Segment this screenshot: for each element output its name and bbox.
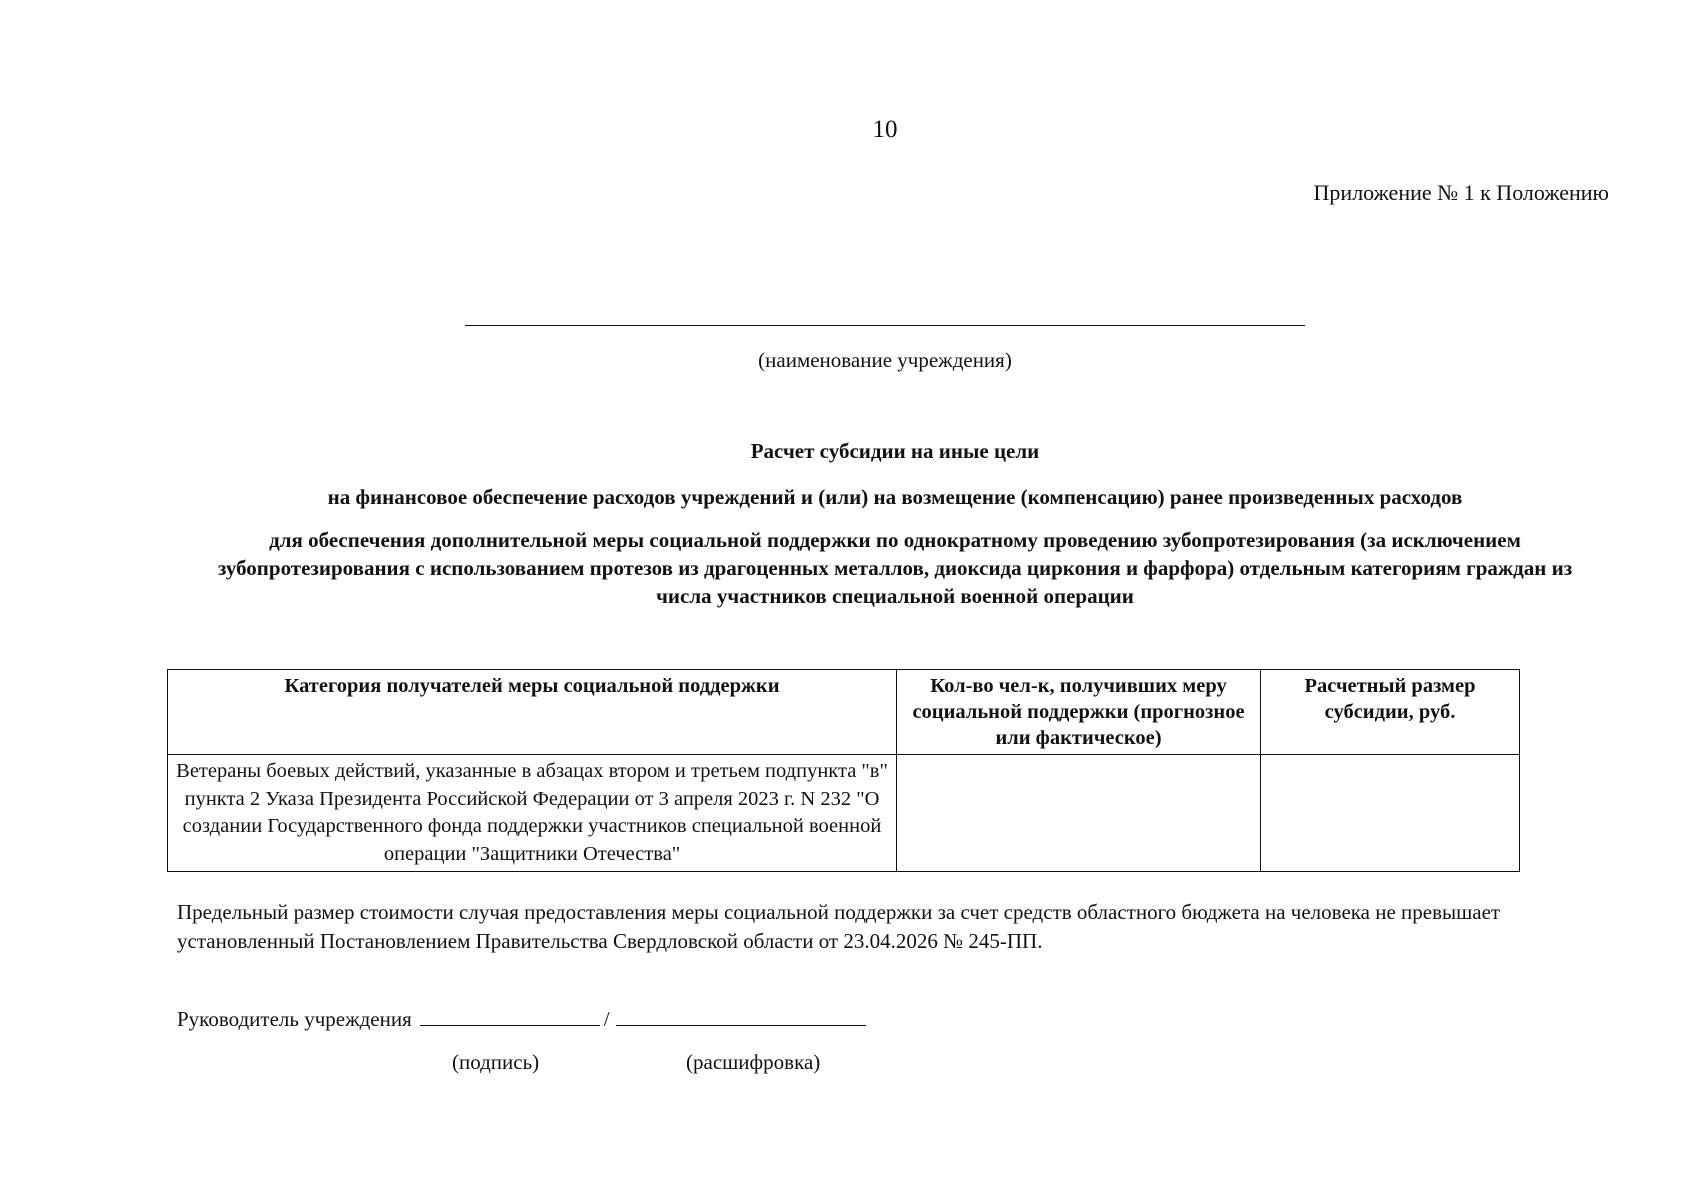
header-subsidy-amount: Расчетный размер субсидии, руб. (1261, 670, 1520, 755)
header-category: Категория получателей меры социальной поддержки (168, 670, 897, 755)
cell-category: Ветераны боевых действий, указанные в абзацах втором и третьем подпункта "в" пункта 2 Указа Президента Российской Федерации от 3 апреля 2023 г. N 232 "О создании Государственного фонда поддержки участников специальной военной операции "Защитники Отечества" (168, 755, 897, 872)
document-subtitle-scope: для обеспечения дополнительной меры социальной поддержки по однократному проведению зубопротезирования (за исключением зубопротезирования с использованием протезов из драгоценных металлов, диоксида циркония и фарфора) отдельным категориям граждан из числа участников специальной военной операции (217, 528, 1573, 608)
institution-name-caption: (наименование учреждения) (758, 348, 1012, 372)
appendix-label: Приложение № 1 к Положению (1313, 180, 1609, 205)
signature-blank[interactable] (420, 1005, 600, 1026)
document-title: Расчет субсидии на иные цели (750, 439, 1040, 463)
signature-label: Руководитель учреждения (177, 1007, 412, 1031)
signature-decode-blank[interactable] (616, 1005, 866, 1026)
cell-recipient-count[interactable] (897, 755, 1261, 872)
cell-subsidy-amount[interactable] (1261, 755, 1520, 872)
institution-name-line (465, 325, 1305, 326)
subsidy-table (167, 669, 1519, 872)
signature-decode-caption: (расшифровка) (686, 1050, 821, 1074)
page-number: 10 (872, 116, 898, 143)
cost-limit-paragraph: Предельный размер стоимости случая предоставления меры социальной поддержки за счет средств областного бюджета на человека не превышает установленный Постановлением Правительства Свердловской области от 23.04.2026 № 245-ПП. (177, 900, 1501, 953)
table-header-row (168, 670, 1520, 755)
signature-caption: (подпись) (452, 1050, 540, 1074)
document-subtitle-purpose: на финансовое обеспечение расходов учреждений и (или) на возмещение (компенсацию) ранее произведенных расходов (327, 485, 1463, 509)
table-row (168, 755, 1520, 872)
signature-separator: / (603, 1007, 610, 1031)
header-recipient-count: Кол-во чел-к, получивших меру социальной поддержки (прогнозное или фактическое) (897, 670, 1261, 755)
signature-row (177, 1005, 866, 1032)
